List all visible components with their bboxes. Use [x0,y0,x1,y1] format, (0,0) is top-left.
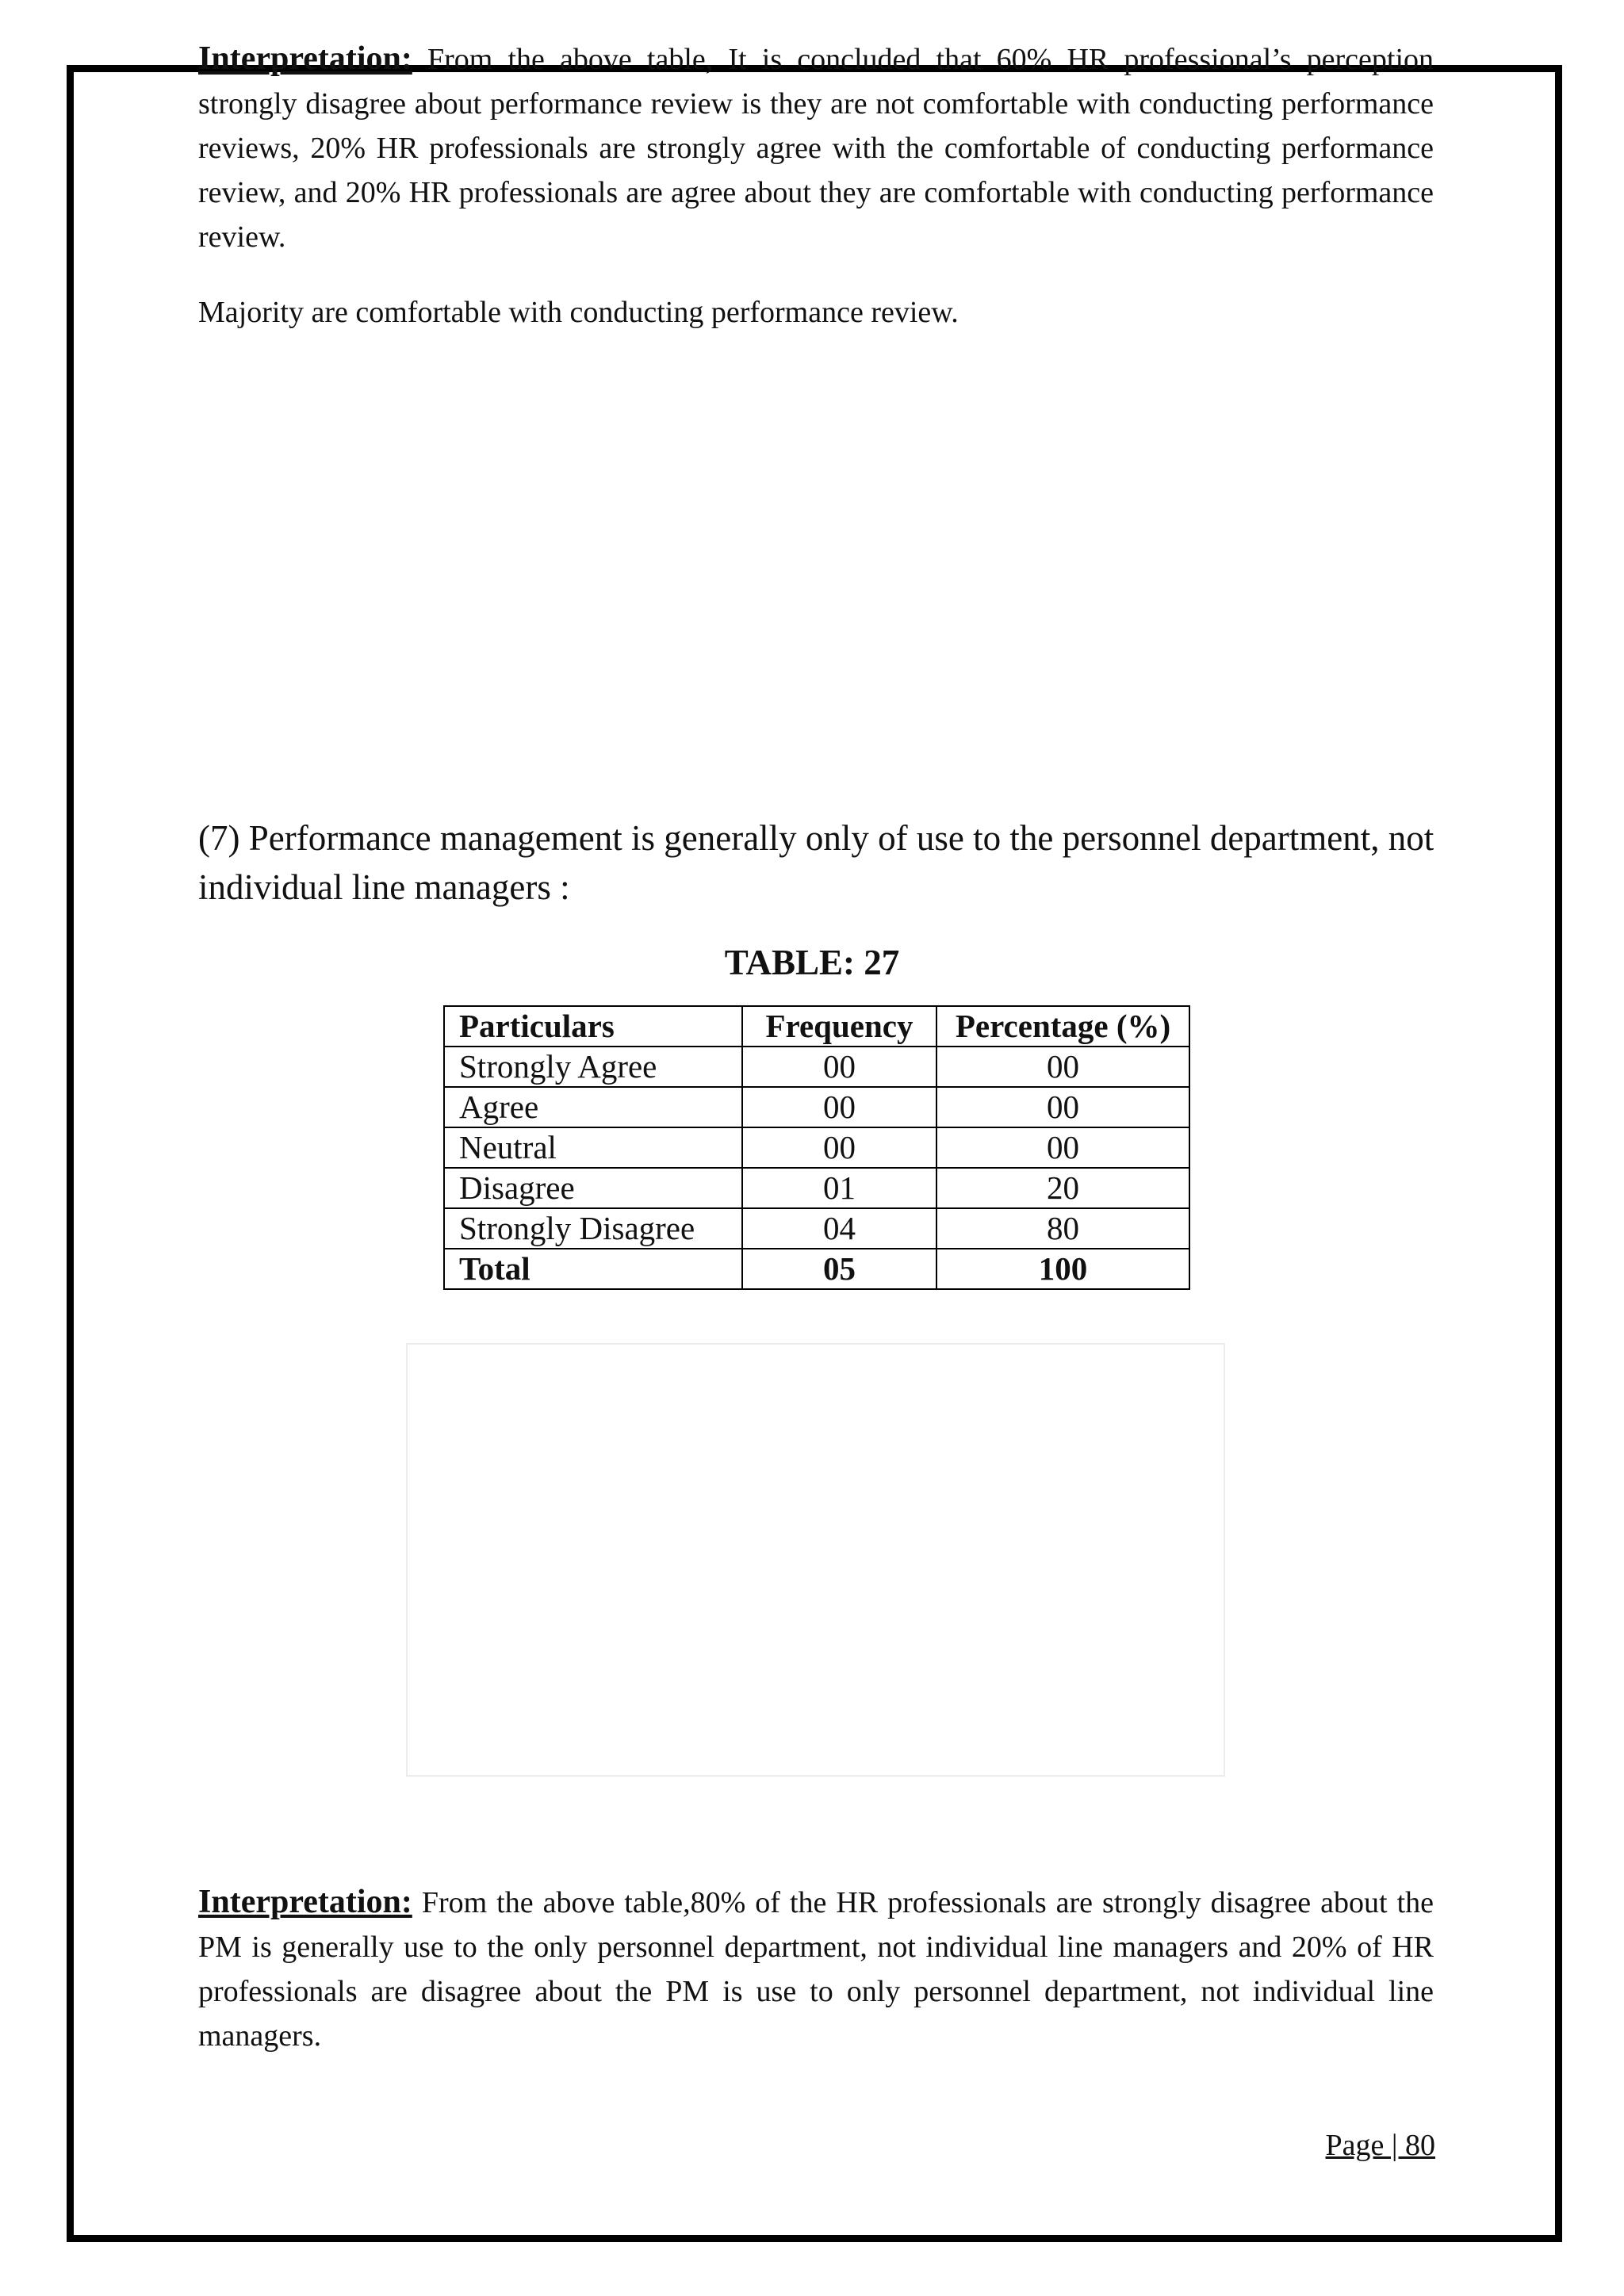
cell-particular: Disagree [444,1168,742,1208]
cell-total-percentage: 100 [936,1249,1189,1289]
cell-percentage: 80 [936,1208,1189,1249]
cell-particular: Strongly Disagree [444,1208,742,1249]
cell-frequency: 04 [742,1208,936,1249]
summary-paragraph: Majority are comfortable with conducting performance review. [198,296,959,329]
frequency-table [443,1005,1190,1290]
header-frequency: Frequency [742,1006,936,1047]
question-heading: (7) Performance management is generally only of use to the personnel department, not individual line managers : [198,818,1434,907]
page-number: Page | 80 [1325,2129,1435,2162]
cell-total-label: Total [444,1249,742,1289]
cell-total-frequency: 05 [742,1249,936,1289]
cell-particular: Strongly Agree [444,1047,742,1087]
cell-percentage: 20 [936,1168,1189,1208]
table-row [444,1047,1189,1087]
table-row [444,1087,1189,1127]
intro-text: From the above table, It is concluded that 60% HR professional’s perception strongly disagree about performance review is they are not comfortable with conducting performance reviews, 20% HR professionals are strongly agree with the comfortable of conducting performance review, and 20% HR professionals are agree about they are comfortable with conducting performance review. [198,43,1434,254]
header-particulars: Particulars [444,1006,742,1047]
table-header-row [444,1006,1189,1047]
cell-frequency: 01 [742,1168,936,1208]
cell-percentage: 00 [936,1087,1189,1127]
table-row [444,1168,1189,1208]
table-row [444,1127,1189,1168]
cell-percentage: 00 [936,1127,1189,1168]
cell-frequency: 00 [742,1087,936,1127]
header-percentage: Percentage (%) [936,1006,1189,1047]
cell-percentage: 00 [936,1047,1189,1087]
cell-particular: Neutral [444,1127,742,1168]
interpretation-text: From the above table,80% of the HR professionals are strongly disagree about the PM is generally use to the only personnel department, not individual line managers and 20% of HR professionals are disagree about the PM is use to only personnel department, not individual line managers. [198,1886,1434,2053]
table-title: TABLE: 27 [724,943,900,982]
intro-paragraph [198,36,1434,259]
intro-label: Interpretation: [198,40,412,77]
interpretation-label: Interpretation: [198,1884,412,1920]
blank-chart-area [406,1343,1225,1777]
cell-frequency: 00 [742,1047,936,1087]
cell-frequency: 00 [742,1127,936,1168]
table-row [444,1208,1189,1249]
table-total-row [444,1249,1189,1289]
interpretation-paragraph [198,1880,1434,2058]
cell-particular: Agree [444,1087,742,1127]
